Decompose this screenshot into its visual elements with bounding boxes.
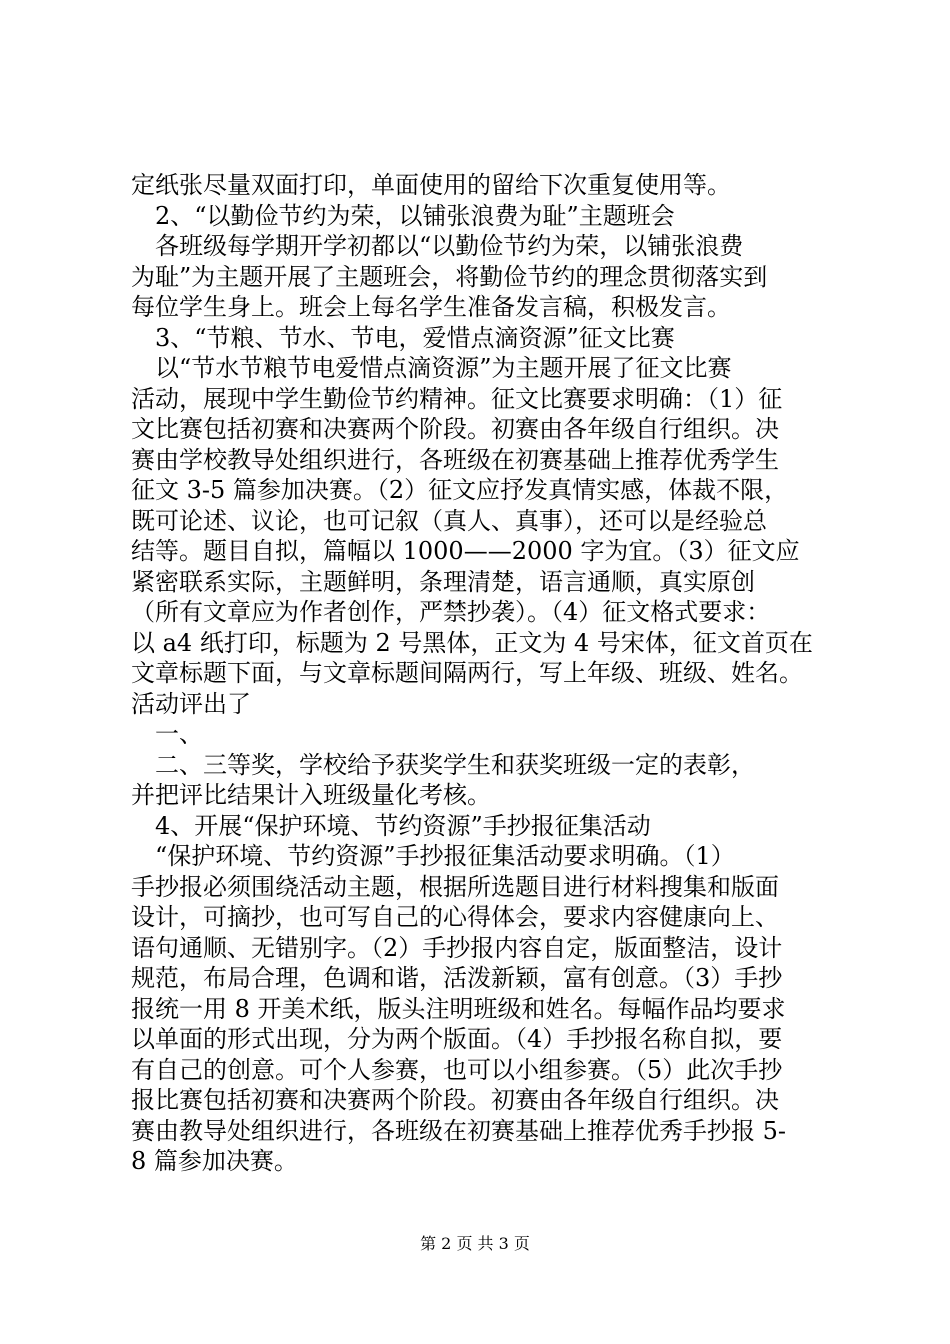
text-line: 一、 (131, 720, 203, 748)
text-line: 语句通顺、无错别字。（2）手抄报内容自定，版面整洁，设计 (131, 933, 783, 962)
text-line: 设计，可摘抄，也可写自己的心得体会，要求内容健康向上、 (131, 903, 779, 931)
text-line: （所有文章应为作者创作，严禁抄袭）。（4）征文格式要求： (131, 598, 771, 626)
section-heading: 4、开展“保护环境、节约资源”手抄报征集活动 (131, 811, 651, 840)
text-line: 规范，布局合理，色调和谐，活泼新颖，富有创意。（3）手抄 (131, 964, 783, 992)
document-body (131, 170, 831, 1177)
text-line: 并把评比结果计入班级量化考核。 (131, 781, 491, 809)
text-line: 报统一用 8 开美术纸，版头注明班级和姓名。每幅作品均要求 (131, 994, 786, 1023)
text-line: 征文 3-5 篇参加决赛。（2）征文应抒发真情实感，体裁不限， (131, 476, 789, 504)
text-line: 以“节水节粮节电爱惜点滴资源”为主题开展了征文比赛 (131, 354, 732, 382)
text-line: 活动评出了 (131, 689, 251, 718)
text-line: 文比赛包括初赛和决赛两个阶段。初赛由各年级自行组织。决 (131, 415, 779, 443)
text-line: 二、三等奖，学校给予获奖学生和获奖班级一定的表彰， (131, 750, 755, 779)
text-line: 赛由教导处组织进行，各班级在初赛基础上推荐优秀手抄报 5- (131, 1116, 787, 1145)
text-line: 每位学生身上。班会上每名学生准备发言稿，积极发言。 (131, 293, 731, 321)
text-line: 文章标题下面，与文章标题间隔两行，写上年级、班级、姓名。 (131, 659, 803, 687)
text-line: 活动，展现中学生勤俭节约精神。征文比赛要求明确：（1）征 (131, 384, 783, 413)
text-line: 既可论述、议论，也可记叙（真人、真事），还可以是经验总 (131, 506, 767, 535)
text-line: 赛由学校教导处组织进行，各班级在初赛基础上推荐优秀学生 (131, 445, 779, 474)
text-line: 报比赛包括初赛和决赛两个阶段。初赛由各年级自行组织。决 (131, 1086, 779, 1114)
text-line: 以 a4 纸打印，标题为 2 号黑体，正文为 4 号宋体，征文首页在 (131, 628, 813, 657)
text-line: 以单面的形式出现，分为两个版面。（4）手抄报名称自拟，要 (131, 1025, 783, 1053)
text-line: 手抄报必须围绕活动主题，根据所选题目进行材料搜集和版面 (131, 872, 779, 901)
text-line: 各班级每学期开学初都以“以勤俭节约为荣，以铺张浪费 (131, 232, 744, 260)
page-number-footer: 第 2 页 共 3 页 (420, 1234, 530, 1253)
text-line: 紧密联系实际，主题鲜明，条理清楚，语言通顺，真实原创 (131, 567, 755, 596)
text-line: 为耻”为主题开展了主题班会，将勤俭节约的理念贯彻落实到 (131, 262, 768, 291)
text-line: 定纸张尽量双面打印，单面使用的留给下次重复使用等。 (131, 171, 731, 199)
text-line: 有自己的创意。可个人参赛，也可以小组参赛。（5）此次手抄 (131, 1055, 783, 1084)
text-line: 结等。题目自拟，篇幅以 1000——2000 字为宜。（3）征文应 (131, 537, 800, 565)
text-line: 8 篇参加决赛。 (131, 1147, 298, 1175)
text-line: “保护环境、节约资源”手抄报征集活动要求明确。（1） (131, 842, 735, 870)
section-heading: 3、“节粮、节水、节电，爱惜点滴资源”征文比赛 (131, 323, 675, 352)
section-heading: 2、“以勤俭节约为荣，以铺张浪费为耻”主题班会 (131, 201, 675, 230)
